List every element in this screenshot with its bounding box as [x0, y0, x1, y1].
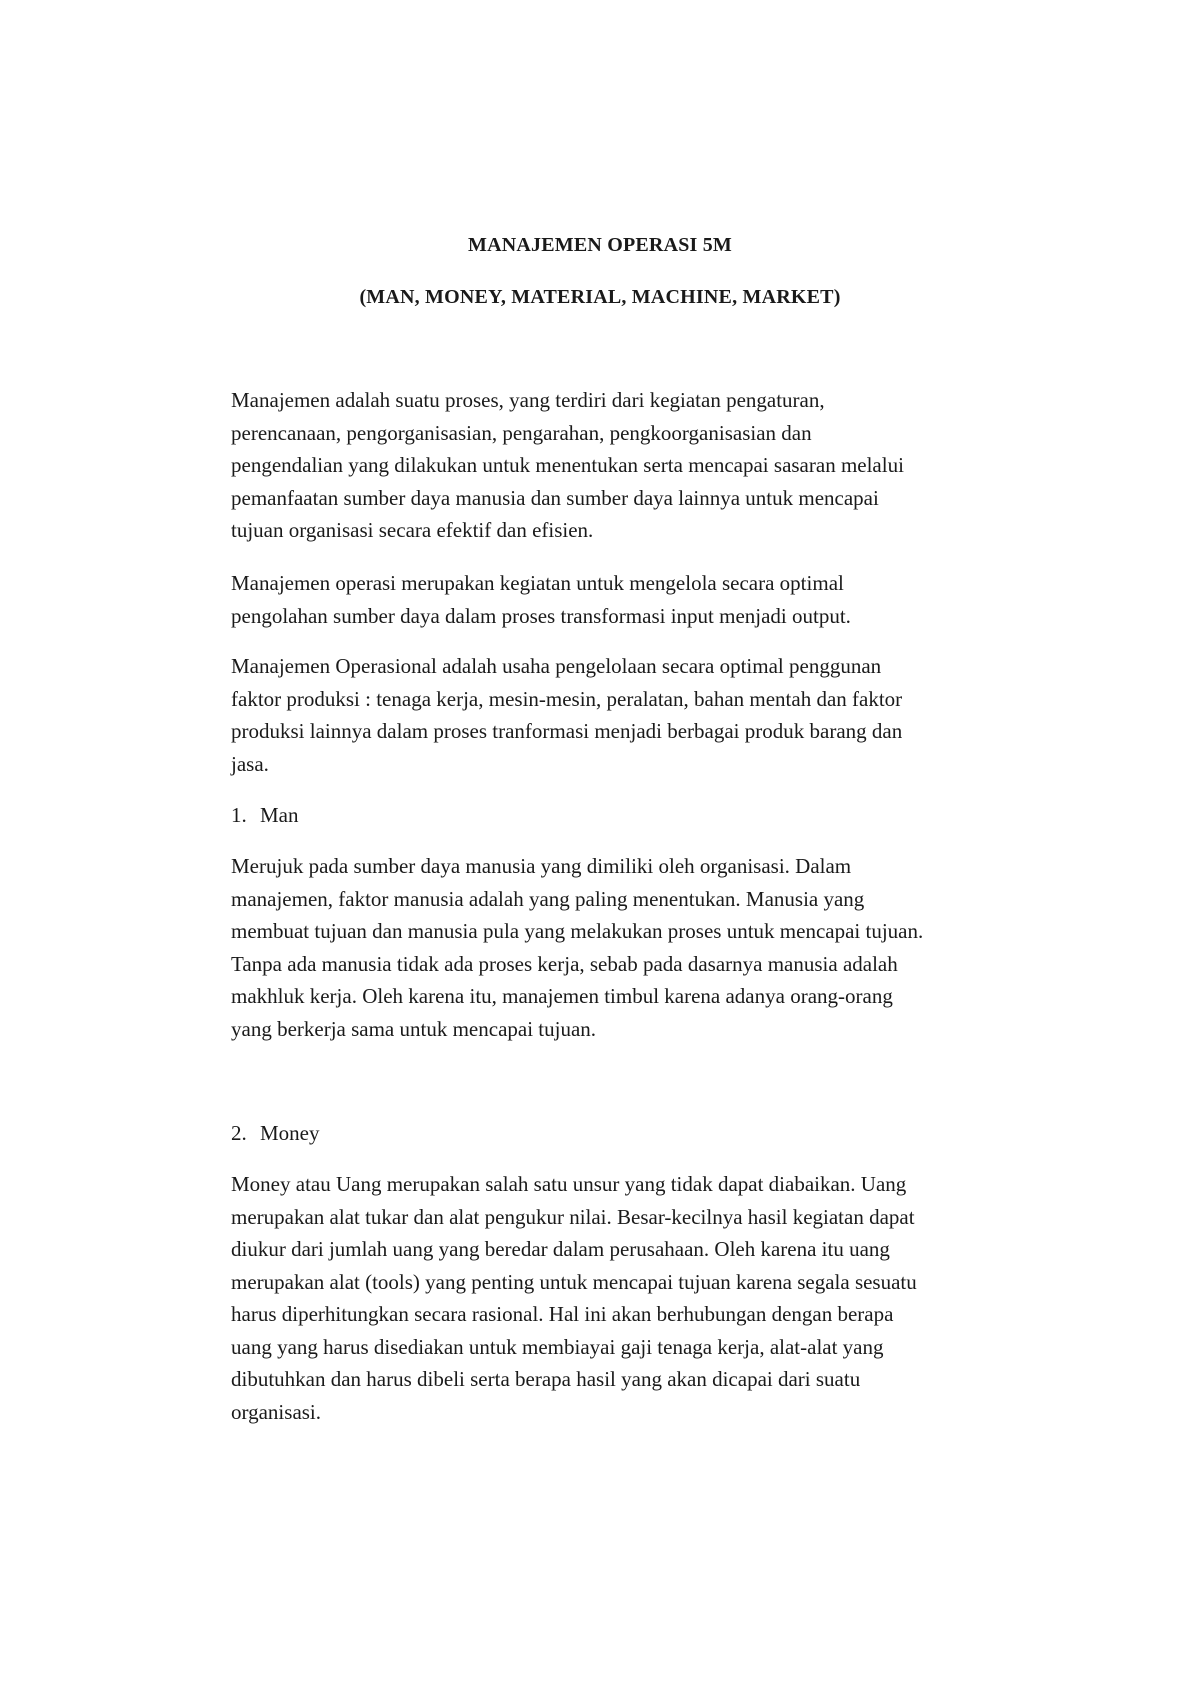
paragraph-line: Manajemen operasi merupakan kegiatan untuk mengelola secara optimal: [231, 571, 844, 595]
paragraph-line: membuat tujuan dan manusia pula yang melakukan proses untuk mencapai tujuan.: [231, 919, 924, 943]
paragraph-line: yang berkerja sama untuk mencapai tujuan.: [231, 1016, 597, 1041]
section-heading-man: [231, 799, 1031, 832]
paragraph-line: merupakan alat (tools) yang penting untuk mencapai tujuan karena segala sesuatu: [231, 1269, 917, 1294]
paragraph-line: merupakan alat tukar dan alat pengukur nilai. Besar-kecilnya hasil kegiatan dapat: [231, 1204, 915, 1229]
paragraph-line: manajemen, faktor manusia adalah yang paling menentukan. Manusia yang: [231, 886, 865, 911]
paragraph-line: jasa.: [231, 751, 269, 776]
paragraph-line: Merujuk pada sumber daya manusia yang dimiliki oleh organisasi. Dalam: [231, 854, 852, 878]
paragraph-line: faktor produksi : tenaga kerja, mesin-mesin, peralatan, bahan mentah dan faktor: [231, 686, 903, 711]
list-number: 2.: [231, 1121, 247, 1145]
paragraph-line: makhluk kerja. Oleh karena itu, manajemen timbul karena adanya orang-orang: [231, 984, 893, 1008]
paragraph-line: tujuan organisasi secara efektif dan efisien.: [231, 518, 594, 542]
operational-paragraph: [231, 650, 1031, 780]
document-title: MANAJEMEN OPERASI 5M: [468, 234, 732, 256]
paragraph-line: harus diperhitungkan secara rasional. Hal ini akan berhubungan dengan berapa: [231, 1302, 894, 1326]
operations-paragraph: [231, 567, 1031, 632]
document-subtitle: (MAN, MONEY, MATERIAL, MACHINE, MARKET): [359, 286, 841, 308]
section-heading-label: Man: [260, 803, 299, 827]
section-heading-label: Money: [260, 1121, 320, 1145]
paragraph-line: pengolahan sumber daya dalam proses transformasi input menjadi output.: [231, 603, 851, 628]
paragraph-line: organisasi.: [231, 1399, 322, 1424]
paragraph-line: Manajemen adalah suatu proses, yang terdiri dari kegiatan pengaturan,: [231, 388, 825, 412]
paragraph-line: dibutuhkan dan harus dibeli serta berapa hasil yang akan dicapai dari suatu: [231, 1367, 861, 1391]
paragraph-line: diukur dari jumlah uang yang beredar dalam perusahaan. Oleh karena itu uang: [231, 1237, 890, 1261]
section-body-man: [231, 850, 1031, 1045]
paragraph-line: pengendalian yang dilakukan untuk menentukan serta mencapai sasaran melalui: [231, 453, 904, 477]
paragraph-line: perencanaan, pengorganisasian, pengarahan, pengkoorganisasian dan: [231, 420, 812, 445]
paragraph-line: Money atau Uang merupakan salah satu unsur yang tidak dapat diabaikan. Uang: [231, 1172, 907, 1196]
paragraph-line: Tanpa ada manusia tidak ada proses kerja, sebab pada dasarnya manusia adalah: [231, 951, 898, 976]
list-number: 1.: [231, 803, 247, 827]
paragraph-line: uang yang harus disediakan untuk membiayai gaji tenaga kerja, alat-alat yang: [231, 1334, 884, 1359]
paragraph-line: produksi lainnya dalam proses tranformasi menjadi berbagai produk barang dan: [231, 719, 903, 743]
paragraph-line: pemanfaatan sumber daya manusia dan sumber daya lainnya untuk mencapai: [231, 485, 879, 510]
section-body-money: [231, 1168, 1031, 1428]
section-heading-money: [231, 1117, 1031, 1150]
paragraph-line: Manajemen Operasional adalah usaha pengelolaan secara optimal penggunan: [231, 654, 882, 678]
intro-paragraph: [231, 384, 1031, 547]
